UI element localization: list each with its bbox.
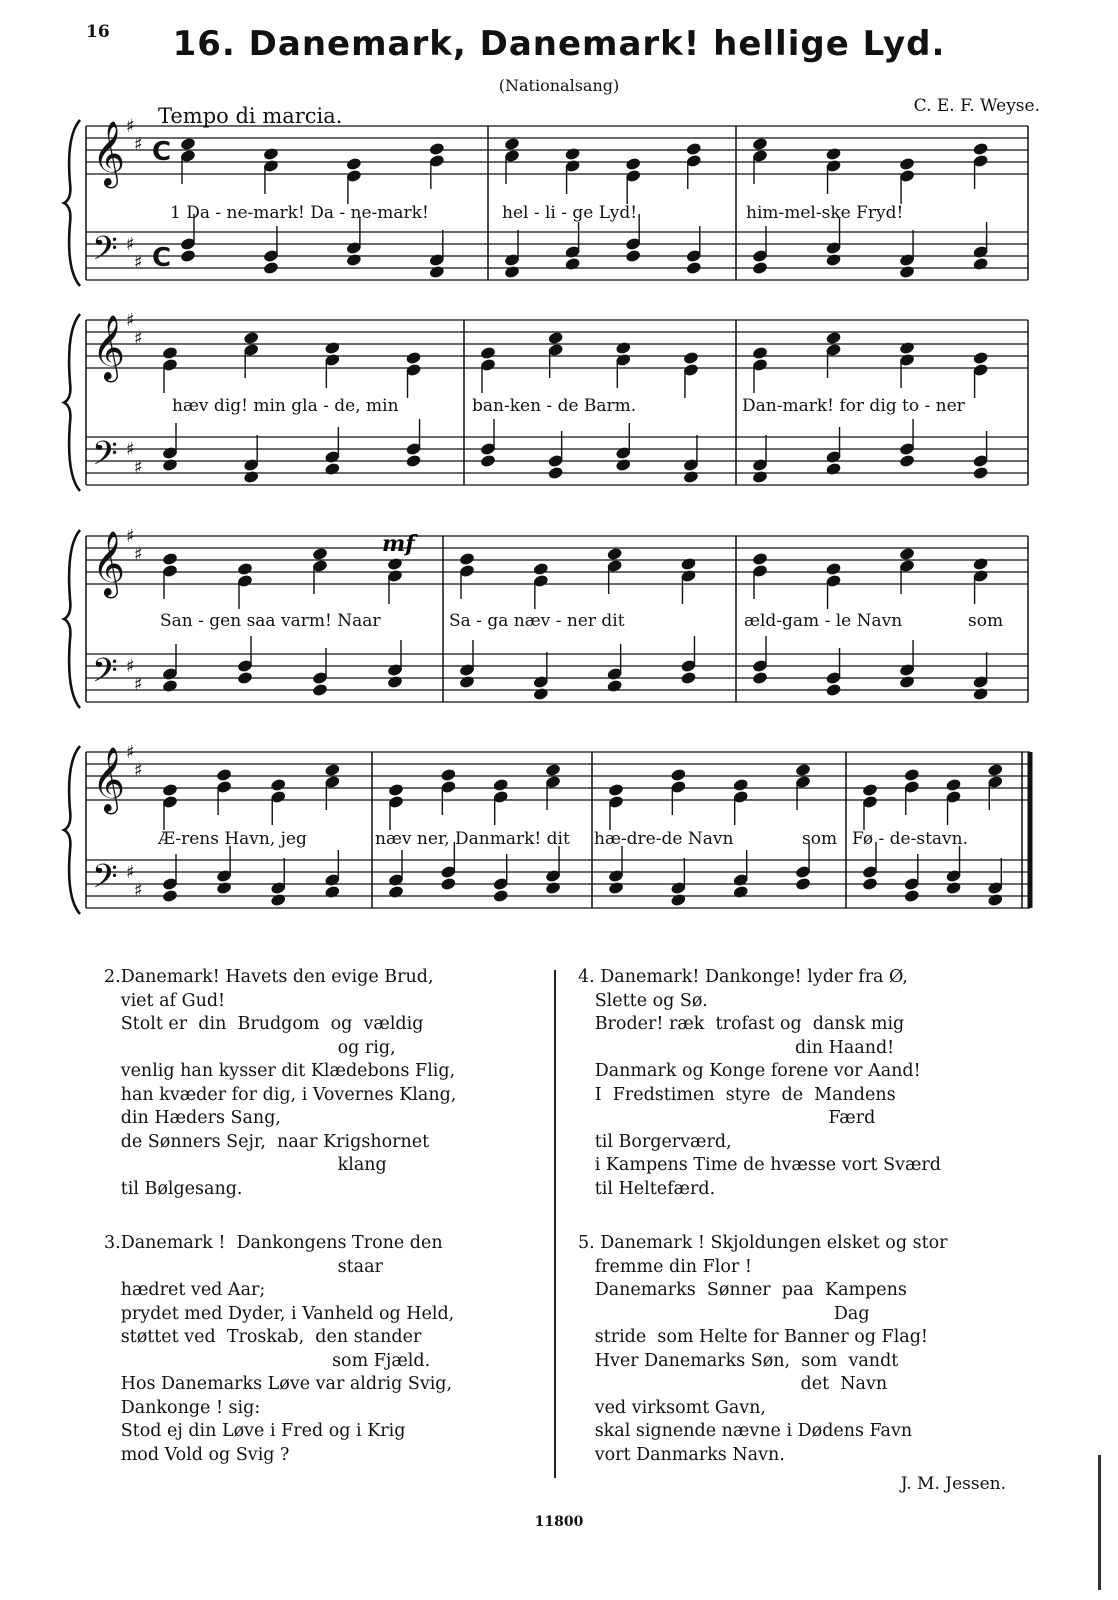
verse-3: 3.Danemark ! Dankongens Trone den staar hædret ved Aar; prydet med Dyder, i Vanheld og Held, støttet ved Troskab, den stander som Fjæld. Hos Danemarks Løve var aldrig Svig, Dankonge ! sig: Stod ej din Løve i Fred og i Krig mod Vold og Svig ? — [104, 1233, 455, 1465]
note-head — [733, 778, 748, 791]
note-head — [826, 562, 841, 575]
sharp-sign-icon: ♯ — [134, 880, 143, 901]
note-head — [625, 157, 640, 170]
lyric-s4-m4: Fø - de-stavn. — [852, 829, 968, 849]
note-head — [548, 466, 563, 479]
note-head — [346, 157, 361, 170]
note-head — [752, 137, 767, 150]
note-head — [388, 783, 403, 796]
treble-clef-icon: 𝄞 — [92, 747, 126, 812]
song-title: 16. Danemark, Danemark! hellige Lyd. — [172, 24, 946, 64]
note-head — [671, 768, 686, 781]
note-head — [625, 249, 640, 262]
note-head — [946, 778, 961, 791]
note-head — [429, 142, 444, 155]
note-head — [899, 157, 914, 170]
note-head — [504, 137, 519, 150]
note-head — [459, 552, 474, 565]
note-head — [162, 783, 177, 796]
note-head — [795, 763, 810, 776]
note-head — [271, 778, 286, 791]
lyric-s3-m1: San - gen saa varm! Naar — [160, 611, 381, 631]
sharp-sign-icon: ♯ — [134, 134, 143, 155]
note-head — [988, 763, 1003, 776]
sharp-sign-icon: ♯ — [134, 760, 143, 781]
note-head — [899, 547, 914, 560]
lyricist-credit: J. M. Jessen. — [900, 1474, 1006, 1494]
note-head — [263, 261, 278, 274]
note-head — [608, 783, 623, 796]
lyric-s1-m1: 1 Da - ne-mark! Da - ne-mark! — [170, 203, 429, 223]
brace — [64, 530, 80, 708]
tempo-marking: Tempo di marcia. — [158, 104, 343, 128]
note-head — [681, 671, 696, 684]
lyric-s2-m2: ban-ken - de Barm. — [472, 396, 637, 416]
note-head — [480, 454, 495, 467]
note-head — [180, 249, 195, 262]
note-head — [752, 671, 767, 684]
sharp-sign-icon: ♯ — [134, 457, 143, 478]
brace — [64, 746, 80, 914]
note-head — [237, 671, 252, 684]
lyric-s4-m1: Æ-rens Havn, jeg — [158, 829, 307, 849]
note-head — [312, 547, 327, 560]
note-head — [683, 351, 698, 364]
note-head — [243, 331, 258, 344]
dynamic-mark: mf — [382, 531, 415, 557]
lyric-s2-m1: hæv dig! min gla - de, min — [172, 396, 399, 416]
bass-clef-icon: 𝄢 — [92, 230, 118, 276]
note-head — [545, 763, 560, 776]
bass-clef-icon: 𝄢 — [92, 652, 118, 698]
lyric-s3-m3b: som — [968, 611, 1004, 631]
sharp-sign-icon: ♯ — [126, 234, 135, 255]
note-head — [686, 142, 701, 155]
lyric-s4-m2: næv ner, Danmark! dit — [375, 829, 570, 849]
note-head — [752, 261, 767, 274]
lyric-s3-m2: Sa - ga næv - ner dit — [449, 611, 625, 631]
note-head — [899, 454, 914, 467]
note-head — [904, 768, 919, 781]
note-head — [312, 683, 327, 696]
note-head — [441, 768, 456, 781]
bass-clef-icon: 𝄢 — [92, 858, 118, 904]
sharp-sign-icon: ♯ — [126, 862, 135, 883]
note-head — [216, 768, 231, 781]
note-head — [973, 142, 988, 155]
column-divider — [554, 970, 556, 1478]
sharp-sign-icon: ♯ — [126, 439, 135, 460]
page-edge-mark — [1098, 1455, 1101, 1590]
note-head — [406, 351, 421, 364]
sharp-sign-icon: ♯ — [134, 328, 143, 349]
page-number: 16 — [86, 22, 110, 42]
treble-clef-icon: 𝄞 — [92, 315, 126, 380]
note-head — [162, 552, 177, 565]
note-head — [493, 778, 508, 791]
note-head — [826, 683, 841, 696]
note-head — [686, 261, 701, 274]
note-head — [548, 331, 563, 344]
note-head — [862, 783, 877, 796]
note-head — [406, 454, 421, 467]
sharp-sign-icon: ♯ — [134, 544, 143, 565]
sharp-sign-icon: ♯ — [126, 656, 135, 677]
treble-clef-icon: 𝄞 — [92, 531, 126, 596]
note-head — [752, 346, 767, 359]
lyric-s4-m3b: som — [802, 829, 838, 849]
note-head — [973, 351, 988, 364]
sharp-sign-icon: ♯ — [134, 252, 143, 273]
note-head — [973, 466, 988, 479]
time-signature: C — [152, 137, 172, 167]
sharp-sign-icon: ♯ — [134, 674, 143, 695]
time-signature: C — [152, 243, 172, 273]
verse-2: 2.Danemark! Havets den evige Brud, viet af Gud! Stolt er din Brudgom og vældig og rig, venlig han kysser dit Klædebons Flig, han kvæder for dig, i Vovernes Klang, din Hæders Sang, de Sønners Sejr, naar Krigshornet klang til Bølgesang. — [104, 967, 457, 1199]
verse-5: 5. Danemark ! Skjoldungen elsket og stor fremme din Flor ! Danemarks Sønner paa Kampens Dag stride som Helte for Banner og Flag! Hver Danemarks Søn, som vandt det Navn ved virksomt Gavn, skal signende nævne i Dødens Favn vort Danmarks Navn. — [578, 1233, 948, 1465]
sharp-sign-icon: ♯ — [126, 742, 135, 763]
brace — [64, 314, 80, 491]
note-head — [493, 889, 508, 902]
treble-clef-icon: 𝄞 — [92, 121, 126, 186]
song-subtitle: (Nationalsang) — [498, 76, 620, 95]
verse-4: 4. Danemark! Dankonge! lyder fra Ø, Slette og Sø. Broder! ræk trofast og dansk mig din Haand! Danmark og Konge forene vor Aand! I Fredstimen styre de Mandens Færd til Borgerværd, i Kampens Time de hvæsse vort Sværd til Heltefærd. — [578, 967, 941, 1199]
note-head — [162, 346, 177, 359]
lyric-s3-m3: æld-gam - le Navn — [744, 611, 903, 631]
lyric-s1-m2: hel - li - ge Lyd! — [502, 203, 638, 223]
bass-clef-icon: 𝄢 — [92, 435, 118, 481]
plate-number: 11800 — [534, 1514, 584, 1530]
sharp-sign-icon: ♯ — [126, 116, 135, 137]
note-head — [325, 763, 340, 776]
note-head — [480, 346, 495, 359]
note-head — [752, 552, 767, 565]
lyric-s1-m3: him-mel-ske Fryd! — [746, 203, 904, 223]
note-head — [162, 889, 177, 902]
note-head — [904, 889, 919, 902]
sharp-sign-icon: ♯ — [126, 526, 135, 547]
sharp-sign-icon: ♯ — [126, 310, 135, 331]
note-head — [795, 877, 810, 890]
note-head — [533, 562, 548, 575]
note-head — [180, 137, 195, 150]
note-head — [862, 877, 877, 890]
note-head — [607, 547, 622, 560]
note-head — [441, 877, 456, 890]
brace — [64, 120, 80, 286]
note-head — [826, 331, 841, 344]
lyric-s4-m3: hæ-dre-de Navn — [594, 829, 734, 849]
lyric-s2-m3: Dan-mark! for dig to - ner — [742, 396, 965, 416]
note-head — [237, 562, 252, 575]
composer-credit: C. E. F. Weyse. — [913, 96, 1040, 116]
